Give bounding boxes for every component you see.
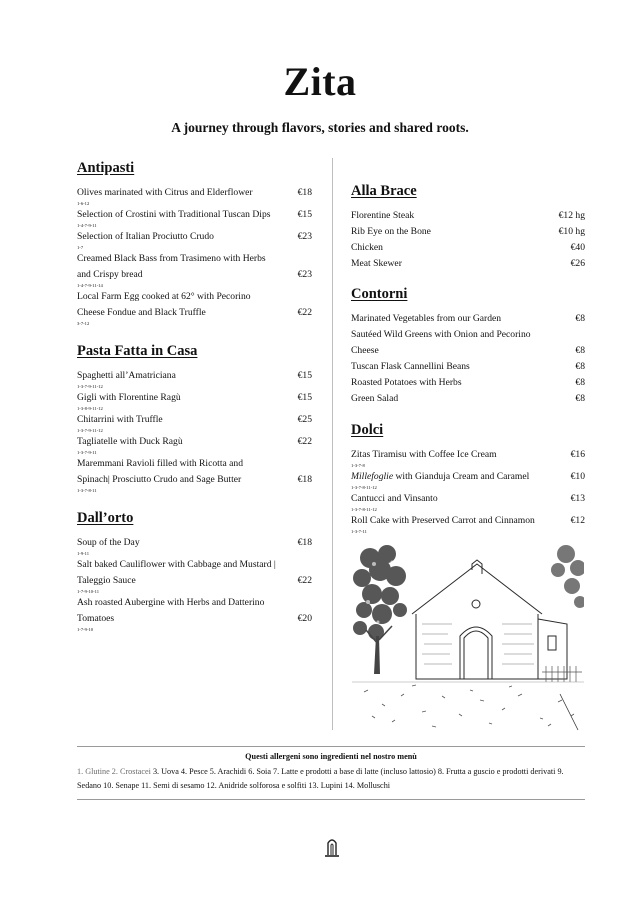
item-name: Soup of the Day: [77, 537, 140, 548]
item-price: €12: [570, 515, 585, 526]
item-price: €22: [297, 307, 312, 318]
item-price: €18: [297, 187, 312, 198]
item-name: Spaghetti all’Amatriciana: [77, 370, 176, 381]
menu-item: [77, 251, 312, 283]
item-name: Cantucci and Vinsanto: [351, 493, 438, 504]
item-allergens: 1-3-7-8-11-12: [351, 485, 377, 490]
item-name: Marinated Vegetables from our Garden: [351, 313, 502, 324]
section-title-contorni: Contorni: [351, 286, 408, 302]
menu-item: [351, 359, 585, 375]
item-allergens: 1-3-7-8: [351, 463, 365, 468]
item-allergens: 1-3-7-9-11: [77, 450, 97, 455]
item-allergens: 1-9-11: [77, 551, 90, 556]
item-name: Local Farm Egg cooked at 62° with Pecorino Cheese Fondue and Black Truffle: [77, 291, 251, 318]
menu-item: [351, 447, 585, 463]
item-price: €20: [297, 613, 312, 624]
allergen-list-gray: 1. Glutine 2. Crostacei: [77, 767, 151, 776]
item-allergens: 1-6-12: [77, 201, 90, 206]
menu-item: [77, 229, 312, 245]
section-title-antipasti: Antipasti: [77, 160, 135, 176]
menu-item: [351, 224, 585, 240]
menu-item: [351, 513, 585, 529]
item-price: €10: [570, 471, 585, 482]
menu-item: [351, 375, 585, 391]
item-allergens: 1-4-7-9-11-14: [77, 283, 103, 288]
menu-left-column: [77, 160, 312, 633]
item-name: Maremmani Ravioli filled with Ricotta and Spinach| Prosciutto Crudo and Sage Butter: [77, 458, 243, 485]
item-name: Roll Cake with Preserved Carrot and Cinnamon: [351, 515, 535, 526]
menu-item: [351, 208, 585, 224]
menu-item: [351, 256, 585, 272]
item-price: €8: [575, 313, 585, 324]
item-price: €23: [297, 231, 312, 242]
section-title-alla-brace: Alla Brace: [351, 183, 417, 199]
menu-item: [77, 289, 312, 321]
item-price: €13: [570, 493, 585, 504]
item-allergens: 1-3-7-8-11-12: [351, 507, 377, 512]
menu-item: [77, 207, 312, 223]
menu-item: [77, 390, 312, 406]
item-price: €10 hg: [558, 226, 585, 237]
item-name: Zitas Tiramisu with Coffee Ice Cream: [351, 449, 497, 460]
item-price: €25: [297, 414, 312, 425]
item-name: Meat Skewer: [351, 258, 402, 269]
item-allergens: 1-7: [77, 245, 84, 250]
menu-item: [77, 456, 312, 488]
item-price: €16: [570, 449, 585, 460]
page-subtitle: A journey through flavors, stories and shared roots.: [171, 120, 469, 135]
item-price: €15: [297, 370, 312, 381]
item-name: Creamed Black Bass from Trasimeno with Herbs and Crispy bread: [77, 253, 266, 280]
item-name: Tuscan Flask Cannellini Beans: [351, 361, 470, 372]
item-price: €15: [297, 392, 312, 403]
page-title: Zita: [283, 59, 357, 104]
menu-item: [77, 368, 312, 384]
allergen-list: [77, 765, 585, 793]
item-name: Olives marinated with Citrus and Elderflower: [77, 187, 253, 198]
allergen-heading: Questi allergeni sono ingredienti nel nostro menù: [245, 752, 417, 761]
section-title-dolci: Dolci: [351, 422, 384, 438]
item-name: Selection of Crostini with Traditional Tuscan Dips: [77, 209, 271, 220]
menu-item: [351, 311, 585, 327]
item-name: Tagliatelle with Duck Ragù: [77, 436, 183, 447]
divider-top: [77, 746, 585, 747]
item-allergens: 1-3-7-9-11-12: [77, 384, 103, 389]
item-price: €8: [575, 361, 585, 372]
item-price: €15: [297, 209, 312, 220]
item-name: Florentine Steak: [351, 210, 415, 221]
item-name: Rib Eye on the Bone: [351, 226, 431, 237]
church-sketch-illustration: [352, 544, 584, 731]
item-name: Salt baked Cauliflower with Cabbage and Mustard | Taleggio Sauce: [77, 559, 276, 586]
item-allergens: 3-7-12: [77, 321, 90, 326]
item-name: Sautéed Wild Greens with Onion and Pecorino Cheese: [351, 329, 531, 356]
menu-item: [77, 412, 312, 428]
item-price: €22: [297, 575, 312, 586]
item-price: €18: [297, 537, 312, 548]
item-name: Chitarrini with Truffle: [77, 414, 163, 425]
item-price: €22: [297, 436, 312, 447]
item-allergens: 1-3-7-9-11-12: [77, 428, 103, 433]
menu-item: [351, 491, 585, 507]
menu-item: [77, 535, 312, 551]
item-name: Green Salad: [351, 393, 399, 404]
item-allergens: 1-3-8-9-11-12: [77, 406, 103, 411]
menu-item: [77, 557, 312, 589]
item-name: Chicken: [351, 242, 383, 253]
item-name: Roasted Potatoes with Herbs: [351, 377, 462, 388]
item-name: Selection of Italian Prociutto Crudo: [77, 231, 214, 242]
item-allergens: 1-3-7-8-11: [77, 488, 97, 493]
menu-item: [77, 434, 312, 450]
item-price: €8: [575, 345, 585, 356]
section-title-pasta: Pasta Fatta in Casa: [77, 343, 198, 359]
column-divider: [332, 158, 333, 730]
item-price: €26: [570, 258, 585, 269]
item-allergens: 1-3-7-11: [351, 529, 367, 534]
zita-logo-icon: [324, 837, 340, 859]
menu-right-column: [351, 183, 585, 535]
item-price: €12 hg: [558, 210, 585, 221]
item-allergens: 1-4-7-9-11: [77, 223, 97, 228]
section-title-dallorto: Dall’orto: [77, 510, 134, 526]
menu-item: [77, 595, 312, 627]
item-price: €8: [575, 393, 585, 404]
item-name: Gigli with Florentine Ragù: [77, 392, 181, 403]
menu-item: [77, 185, 312, 201]
menu-item: [351, 391, 585, 407]
item-allergens: 1-7-9-10-11: [77, 589, 100, 594]
menu-item: [351, 469, 585, 485]
allergen-list-rest: 3. Uova 4. Pesce 5. Arachidi 6. Soia 7. Latte e prodotti a base di latte (incluso lattosio) 8. Frutta a guscio e prodotti derivati 9. Sedano 10. Senape 11. Semi di sesamo 12. Anidride solforosa e solfiti 13. Lupini 14. Molluschi: [77, 767, 564, 790]
item-price: €40: [570, 242, 585, 253]
item-name: Ash roasted Aubergine with Herbs and Datterino Tomatoes: [77, 597, 265, 624]
menu-item: [351, 240, 585, 256]
menu-item: [351, 327, 585, 359]
item-price: €18: [297, 474, 312, 485]
item-price: €8: [575, 377, 585, 388]
item-name: Millefoglie with Gianduja Cream and Caramel: [351, 471, 530, 482]
divider-bottom: [77, 799, 585, 800]
item-price: €23: [297, 269, 312, 280]
item-allergens: 1-7-9-10: [77, 627, 94, 632]
